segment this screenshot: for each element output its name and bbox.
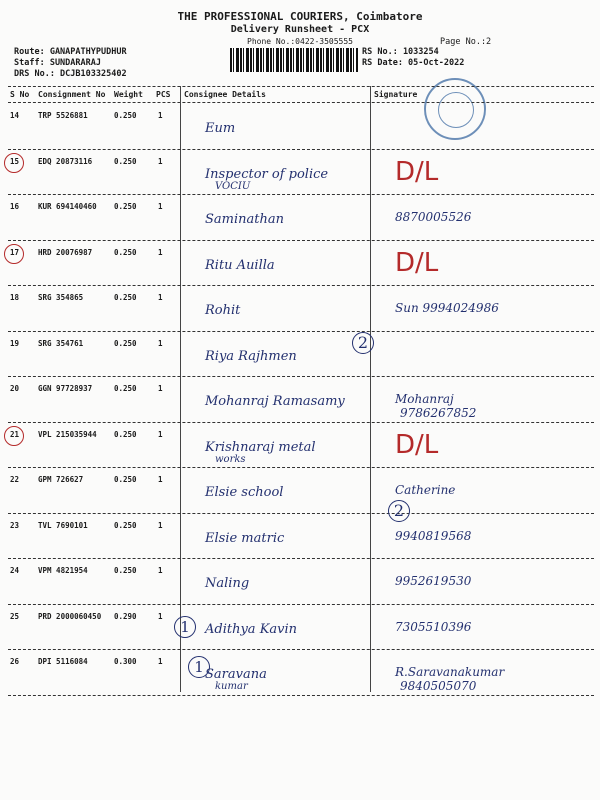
row-divider (8, 240, 594, 241)
row-sno: 19 (10, 338, 20, 348)
row-red-circle-mark (4, 244, 24, 264)
row-pcs: 1 (158, 338, 163, 348)
row-consignee-handwritten-2: kumar (215, 681, 248, 692)
row-divider (8, 331, 594, 332)
row-signature: D/L (395, 247, 439, 278)
row-weight: 0.250 (114, 156, 137, 166)
row-divider (8, 467, 594, 468)
col-pcs: PCS (156, 90, 171, 99)
row-signature: D/L (395, 429, 439, 460)
row-red-circle-mark (4, 153, 24, 173)
row-pcs: 1 (158, 611, 163, 621)
row-sno: 23 (10, 520, 20, 530)
row-consignment-no: GPM 726627 (38, 475, 84, 484)
row-consignment-no: VPM 4821954 (38, 566, 88, 575)
row-signature: D/L (395, 156, 439, 187)
header-bottom-rule (8, 102, 594, 103)
group-mark-22-23: 2 (388, 500, 410, 522)
row-weight: 0.250 (114, 384, 137, 393)
row-consignee-handwritten: Riya Rajhmen (205, 348, 297, 364)
col-signature: Signature (374, 90, 418, 99)
row-consignment-no: TRP 5526881 (38, 111, 88, 120)
company-title: THE PROFESSIONAL COURIERS, Coimbatore (177, 10, 423, 23)
row-signature: R.Saravanakumar (395, 665, 505, 679)
row-consignee-handwritten: Saminathan (205, 212, 284, 227)
row-weight: 0.250 (114, 293, 137, 302)
row-consignment-no: SRG 354865 (38, 293, 84, 302)
row-signature-2: 9840505070 (400, 679, 477, 693)
row-pcs: 1 (158, 247, 163, 257)
row-signature: 8870005526 (395, 210, 472, 224)
row-consignee-handwritten: Elsie school (205, 485, 284, 500)
row-divider (8, 422, 594, 423)
row-consignment-no: GGN 97728937 (38, 384, 93, 393)
barcode (230, 48, 358, 72)
row-signature: 9940819568 (395, 528, 472, 543)
row-sno: 25 (10, 611, 20, 621)
row-consignee-handwritten: Rohit (205, 303, 241, 318)
row-signature: Catherine (395, 483, 456, 497)
row-consignee-handwritten: Elsie matric (205, 530, 285, 546)
row-pcs: 1 (158, 156, 163, 166)
col-weight: Weight (114, 90, 143, 99)
staff-label: Staff: SUNDARARAJ (14, 58, 101, 68)
row-consignee-handwritten-2: VOCIU (215, 180, 251, 192)
single-mark-25: 1 (174, 616, 196, 638)
row-consignee-handwritten: Mohanraj Ramasamy (205, 394, 345, 409)
col-consignment: Consignment No (38, 90, 106, 99)
row-pcs: 1 (158, 111, 163, 120)
row-sno: 22 (10, 475, 20, 484)
col-sno: S No (10, 90, 30, 99)
row-signature: Sun 9994024986 (395, 301, 499, 315)
row-sno: 14 (10, 111, 20, 120)
row-pcs: 1 (158, 202, 163, 211)
row-consignment-no: HRD 20076987 (38, 247, 93, 257)
row-consignee-handwritten: Ritu Auilla (205, 257, 275, 273)
row-divider (8, 149, 594, 150)
row-sno: 24 (10, 566, 20, 575)
runsheet-title: Delivery Runsheet - PCX (230, 24, 370, 35)
row-weight: 0.250 (114, 247, 137, 257)
row-divider (8, 604, 594, 605)
row-consignee-handwritten: Adithya Kavin (205, 621, 298, 637)
row-consignment-no: TVL 7690101 (38, 520, 88, 530)
col-consignee: Consignee Details (184, 90, 266, 99)
row-weight: 0.290 (114, 611, 137, 621)
row-consignment-no: SRG 354761 (38, 338, 84, 348)
rs-date: RS Date: 05-Oct-2022 (362, 58, 465, 68)
row-pcs: 1 (158, 520, 163, 530)
row-weight: 0.250 (114, 111, 137, 120)
row-pcs: 1 (158, 566, 163, 575)
row-consignee-handwritten: Inspector of police (205, 166, 329, 182)
row-consignee-handwritten: Saravana (205, 667, 267, 682)
row-weight: 0.250 (114, 202, 137, 211)
row-consignee-handwritten: Eum (205, 121, 236, 136)
row-pcs: 1 (158, 384, 163, 393)
row-consignment-no: VPL 215035944 (38, 429, 97, 439)
row-divider (8, 376, 594, 377)
page-number: Page No.:2 (440, 37, 492, 47)
row-sno: 21 (10, 429, 20, 439)
row-signature: Mohanraj (395, 392, 454, 406)
row-consignee-handwritten: Krishnaraj metal (205, 439, 316, 455)
row-consignment-no: DPI 5116084 (38, 657, 88, 666)
row-divider (8, 194, 594, 195)
rs-number: RS No.: 1033254 (362, 47, 439, 57)
row-consignee-handwritten: Naling (205, 576, 250, 591)
row-sno: 15 (10, 156, 20, 166)
row-weight: 0.250 (114, 475, 137, 484)
row-weight: 0.250 (114, 520, 137, 530)
row-consignment-no: PRD 2000060450 (38, 611, 102, 621)
phone-number: Phone No.:0422-3505555 (247, 37, 353, 46)
row-weight: 0.300 (114, 657, 137, 666)
row-sno: 16 (10, 202, 20, 211)
consignee-col-divider (180, 86, 181, 692)
route-label: Route: GANAPATHYPUDHUR (14, 47, 127, 57)
row-signature: 7305510396 (395, 619, 472, 634)
row-sno: 26 (10, 657, 20, 666)
row-pcs: 1 (158, 475, 163, 484)
row-red-circle-mark (4, 426, 24, 446)
row-consignment-no: EDQ 20873116 (38, 156, 93, 166)
row-signature: 9952619530 (395, 574, 472, 588)
courier-stamp (424, 78, 486, 140)
signature-col-divider (370, 86, 371, 692)
row-divider (8, 558, 594, 559)
row-pcs: 1 (158, 657, 163, 666)
single-mark-26: 1 (188, 656, 210, 678)
row-weight: 0.250 (114, 566, 137, 575)
row-sno: 17 (10, 247, 20, 257)
row-pcs: 1 (158, 429, 163, 439)
row-consignment-no: KUR 694140460 (38, 202, 97, 211)
group-mark-18-19: 2 (352, 332, 374, 354)
row-divider (8, 649, 594, 650)
row-divider (8, 513, 594, 514)
row-divider (8, 695, 594, 696)
row-sno: 20 (10, 384, 20, 393)
row-signature-2: 9786267852 (400, 406, 477, 420)
row-weight: 0.250 (114, 429, 137, 439)
row-weight: 0.250 (114, 338, 137, 348)
row-pcs: 1 (158, 293, 163, 302)
row-sno: 18 (10, 293, 20, 302)
drs-number: DRS No.: DCJB103325402 (14, 69, 127, 79)
row-divider (8, 285, 594, 286)
header-top-rule (8, 86, 594, 87)
row-consignee-handwritten-2: works (215, 453, 246, 465)
